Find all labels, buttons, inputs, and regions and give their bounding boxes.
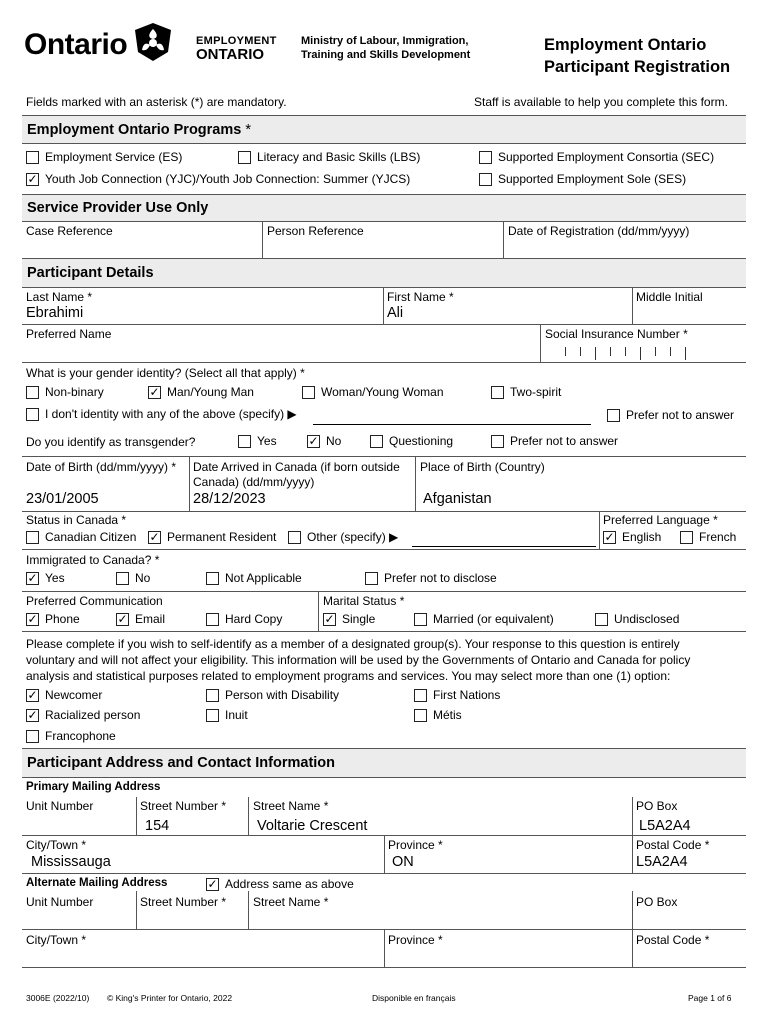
- checkbox-trans-questioning[interactable]: Questioning: [370, 434, 453, 448]
- street-number-input[interactable]: 154: [145, 818, 170, 834]
- checkbox-trans-prefer-not[interactable]: Prefer not to answer: [491, 434, 618, 448]
- status-specify-input[interactable]: [412, 546, 596, 547]
- alt-street-number-field[interactable]: Street Number *: [140, 895, 227, 909]
- alternate-address-heading: Alternate Mailing Address: [26, 877, 168, 889]
- first-name-input[interactable]: Ali: [387, 305, 404, 321]
- dob-input[interactable]: 23/01/2005: [26, 491, 99, 507]
- po-box-input[interactable]: L5A2A4: [639, 818, 691, 834]
- checkbox-two-spirit[interactable]: Two-spirit: [491, 385, 561, 399]
- checkbox-immig-prefer-not[interactable]: Prefer not to disclose: [365, 571, 497, 585]
- street-name-input[interactable]: Voltarie Crescent: [257, 818, 368, 834]
- arrived-input[interactable]: 28/12/2023: [193, 491, 266, 507]
- checkbox-ses[interactable]: Supported Employment Sole (SES): [479, 172, 686, 186]
- checkbox-trans-no[interactable]: ✓ No: [307, 434, 341, 448]
- checkbox-sec[interactable]: Supported Employment Consortia (SEC): [479, 150, 714, 164]
- sin-label: Social Insurance Number *: [545, 327, 688, 341]
- postal-label: Postal Code *: [636, 838, 710, 852]
- checkbox-first-nations[interactable]: First Nations: [414, 688, 500, 702]
- pob-input[interactable]: Afganistan: [423, 491, 492, 507]
- checkbox-immig-yes[interactable]: ✓ Yes: [26, 571, 65, 585]
- form-title: Employment Ontario Participant Registration: [544, 36, 731, 76]
- checkbox-metis[interactable]: Métis: [414, 708, 462, 722]
- checkbox-francophone[interactable]: Francophone: [26, 729, 116, 743]
- checkbox-racialized[interactable]: ✓ Racialized person: [26, 708, 140, 722]
- checkbox-man[interactable]: ✓ Man/Young Man: [148, 385, 254, 399]
- mandatory-note: Fields marked with an asterisk (*) are mandatory.: [26, 95, 287, 109]
- checkbox-inuit[interactable]: Inuit: [206, 708, 248, 722]
- communication-label: Preferred Communication: [26, 594, 163, 608]
- checkbox-disability[interactable]: Person with Disability: [206, 688, 339, 702]
- ontario-wordmark: Ontario: [24, 28, 128, 61]
- checkbox-single[interactable]: ✓ Single: [323, 612, 375, 626]
- alt-po-box-field[interactable]: PO Box: [636, 895, 678, 909]
- dob-label: Date of Birth (dd/mm/yyyy) *: [26, 460, 177, 474]
- registration-date-field[interactable]: Date of Registration (dd/mm/yyyy): [508, 224, 690, 238]
- section-programs: Employment Ontario Programs *: [22, 115, 746, 144]
- checkbox-newcomer[interactable]: ✓ Newcomer: [26, 688, 102, 702]
- ministry-name: Ministry of Labour, Immigration, Training and Skills Development: [301, 35, 471, 61]
- section-service-provider: Service Provider Use Only: [22, 194, 746, 222]
- checkbox-immig-na[interactable]: Not Applicable: [206, 571, 302, 585]
- checkbox-yjc[interactable]: ✓ Youth Job Connection (YJC)/Youth Job Connection: Summer (YJCS): [26, 172, 410, 186]
- checkbox-woman[interactable]: Woman/Young Woman: [302, 385, 444, 399]
- last-name-input[interactable]: Ebrahimi: [26, 305, 84, 321]
- staff-note: Staff is available to help you complete this form.: [474, 95, 728, 109]
- primary-address-heading: Primary Mailing Address: [26, 781, 161, 793]
- checkbox-english[interactable]: ✓ English: [603, 530, 661, 544]
- copyright: © King's Printer for Ontario, 2022: [107, 993, 233, 1003]
- city-input[interactable]: Mississauga: [31, 854, 111, 870]
- alt-province-field[interactable]: Province *: [388, 933, 443, 947]
- arrived-label: Date Arrived in Canada (if born outside Canada) (dd/mm/yyyy): [193, 460, 400, 489]
- transgender-question: Do you identify as transgender?: [26, 435, 196, 449]
- es-box[interactable]: [26, 151, 39, 164]
- marital-label: Marital Status *: [323, 594, 405, 608]
- checkbox-es[interactable]: Employment Service (ES): [26, 150, 182, 164]
- designated-group-text: Please complete if you wish to self-identify as a member of a designated group(s). Your response to this question is entirely voluntary and will not affect your eligibility. This information will be used by the Governments of Ontario and Canada for policy analysis and statistical purposes related to employment programs and services. You may select more than one (1) option:: [26, 637, 691, 683]
- immigrated-label: Immigrated to Canada? *: [26, 553, 160, 567]
- alt-city-field[interactable]: City/Town *: [26, 933, 87, 947]
- checkbox-lbs[interactable]: Literacy and Basic Skills (LBS): [238, 150, 420, 164]
- checkbox-same-address[interactable]: ✓ Address same as above: [206, 877, 354, 891]
- checkbox-status-other[interactable]: Other (specify) ▶: [288, 530, 398, 544]
- last-name-label: Last Name *: [26, 290, 93, 304]
- page-number: Page 1 of 6: [688, 993, 732, 1003]
- unit-number-field[interactable]: Unit Number: [26, 799, 94, 813]
- street-number-label: Street Number *: [140, 799, 227, 813]
- checkbox-email[interactable]: ✓ Email: [116, 612, 165, 626]
- checkbox-trans-yes[interactable]: Yes: [238, 434, 277, 448]
- sin-input[interactable]: [565, 347, 700, 360]
- po-box-label: PO Box: [636, 799, 678, 813]
- first-name-label: First Name *: [387, 290, 454, 304]
- checkbox-immig-no[interactable]: No: [116, 571, 150, 585]
- preferred-name-field[interactable]: Preferred Name: [26, 327, 112, 341]
- street-name-label: Street Name *: [253, 799, 329, 813]
- gender-specify-input[interactable]: [313, 424, 591, 425]
- alt-unit-number-field[interactable]: Unit Number: [26, 895, 94, 909]
- checkbox-canadian-citizen[interactable]: Canadian Citizen: [26, 530, 136, 544]
- checkbox-gender-none[interactable]: I don't identity with any of the above (specify) ▶: [26, 407, 297, 421]
- pob-label: Place of Birth (Country): [420, 460, 545, 474]
- checkbox-gender-prefer-not[interactable]: Prefer not to answer: [607, 408, 734, 422]
- checkbox-permanent-resident[interactable]: ✓ Permanent Resident: [148, 530, 276, 544]
- checkbox-hard-copy[interactable]: Hard Copy: [206, 612, 282, 626]
- status-label: Status in Canada *: [26, 513, 127, 527]
- checkbox-french[interactable]: French: [680, 530, 736, 544]
- language-label: Preferred Language *: [603, 513, 718, 527]
- province-input[interactable]: ON: [392, 854, 414, 870]
- person-reference-field[interactable]: Person Reference: [267, 224, 364, 238]
- checkbox-non-binary[interactable]: Non-binary: [26, 385, 104, 399]
- trillium-icon: [134, 22, 172, 62]
- employment-ontario-logo: EMPLOYMENT ONTARIO: [196, 35, 277, 63]
- checkbox-phone[interactable]: ✓ Phone: [26, 612, 80, 626]
- middle-initial-field[interactable]: Middle Initial: [636, 290, 703, 304]
- checkbox-undisclosed[interactable]: Undisclosed: [595, 612, 679, 626]
- alt-postal-field[interactable]: Postal Code *: [636, 933, 710, 947]
- province-label: Province *: [388, 838, 443, 852]
- section-address: Participant Address and Contact Information: [22, 748, 746, 778]
- section-participant-details: Participant Details: [22, 258, 746, 288]
- gender-question: What is your gender identity? (Select all that apply) *: [26, 366, 305, 380]
- alt-street-name-field[interactable]: Street Name *: [253, 895, 329, 909]
- french-available: Disponible en français: [372, 993, 456, 1003]
- form-id: 3006E (2022/10): [26, 993, 90, 1003]
- case-reference-field[interactable]: Case Reference: [26, 224, 113, 238]
- city-label: City/Town *: [26, 838, 87, 852]
- postal-input[interactable]: L5A2A4: [636, 854, 688, 870]
- checkbox-married[interactable]: Married (or equivalent): [414, 612, 554, 626]
